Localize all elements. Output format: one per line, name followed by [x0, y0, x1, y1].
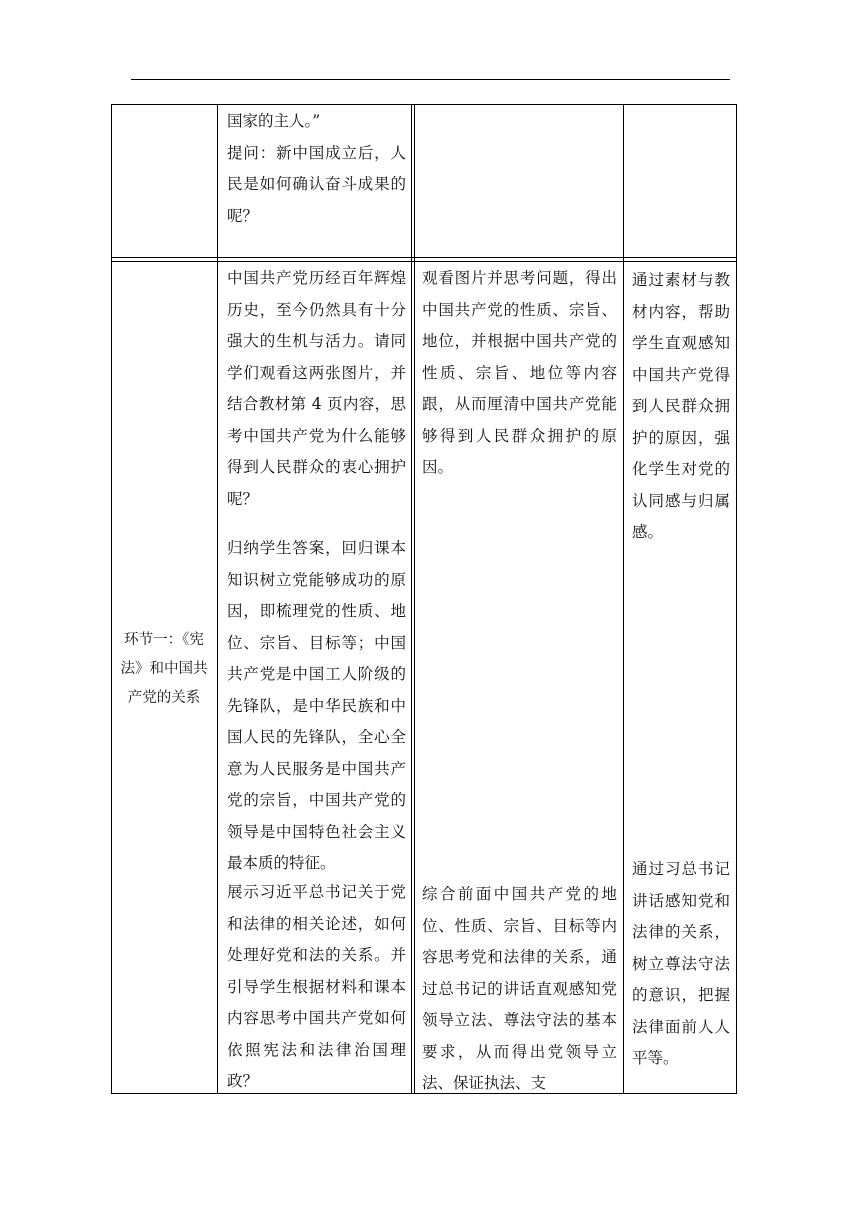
table-top-border	[111, 104, 737, 105]
page-header-rule	[131, 79, 730, 80]
column-divider-double	[414, 104, 415, 1094]
student-activity-paragraph: 观看图片并思考问题，得出中国共产党的性质、宗旨、地位，并根据中国共产党的性质、宗旨、地位等内容跟，从而厘清中国共产党能够得到人民群众拥护的原因。	[422, 269, 617, 476]
table-left-border	[111, 104, 112, 1094]
teacher-activity-paragraph: 中国共产党历经百年辉煌历史，至今仍然具有十分强大的生机与活力。请同学们观看这两张图片，并结合教材第 4 页内容，思考中国共产党为什么能够得到人民群众的衷心拥护呢？	[227, 269, 406, 508]
column-divider	[623, 104, 624, 1094]
teacher-activity-paragraph: 归纳学生答案，回归课本知识树立党能够成功的原因，即梳理党的性质、地位、宗旨、目标等；中国共产党是中国工人阶级的先锋队，是中华民族和中国人民的先锋队，全心全意为人民服务是中国共产党的宗旨，中国共产党的领导是中国特色社会主义最本质的特征。	[227, 539, 406, 872]
design-intent-paragraph: 通过素材与教材内容，帮助学生直观感知中国共产党得到人民群众拥护的原因，强化学生对党的认同感与归属感。	[632, 271, 730, 541]
row1-teacher-activity-text: 国家的主人。” 提问：新中国成立后，人民是如何确认奋斗成果的呢？	[227, 112, 406, 225]
lesson-plan-table	[111, 104, 737, 1094]
student-activity-paragraph: 综合前面中国共产党的地位、性质、宗旨、目标等内容思考党和法律的关系，通过总书记的讲话直观感知党领导立法、尊法守法的基本要求，从而得出党领导立法、保证执法、支	[422, 885, 617, 1092]
table-right-border	[736, 104, 737, 1094]
row-separator-double	[111, 261, 737, 262]
column-divider	[217, 104, 218, 1094]
row-separator	[111, 257, 737, 258]
section-label: 环节一：《宪法》和中国共产党的关系	[120, 632, 208, 706]
teacher-activity-paragraph: 展示习近平总书记关于党和法律的相关论述，如何处理好党和法的关系。并引导学生根据材料和课本内容思考中国共产党如何依照宪法和法律治国理政？	[227, 883, 406, 1090]
column-divider	[411, 104, 412, 1094]
design-intent-paragraph: 通过习总书记讲话感知党和法律的关系，树立尊法守法的意识，把握法律面前人人平等。	[632, 860, 730, 1067]
